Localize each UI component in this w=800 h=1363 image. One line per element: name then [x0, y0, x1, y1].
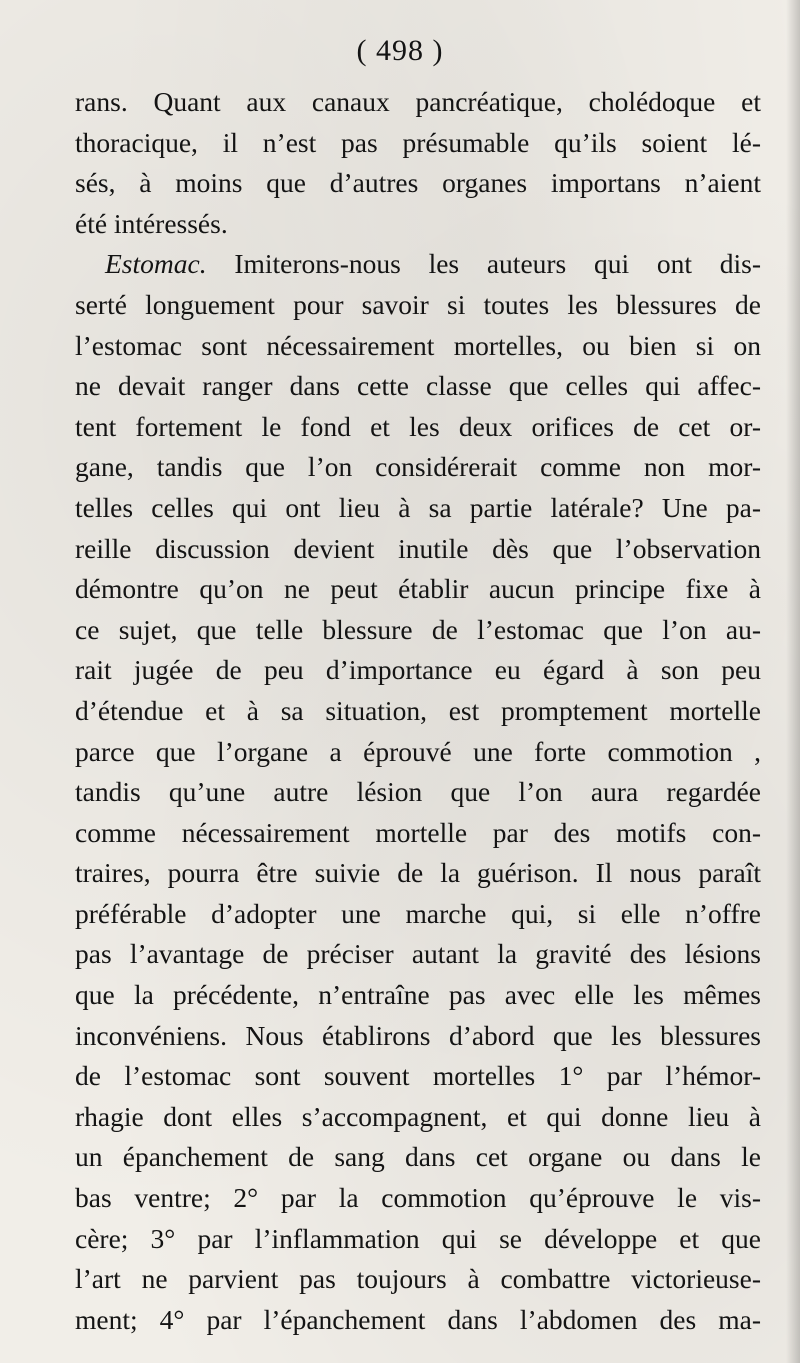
text-line: été intéressés. [75, 207, 228, 239]
text-line: parce que l’organe a éprouvé une forte commotion , [75, 735, 761, 767]
text-line-rest: Imiterons-nous les auteurs qui ont dis- [234, 248, 761, 280]
text-line: traires, pourra être suivie de la guérison. Il nous paraît [75, 857, 761, 889]
text-line: sés, à moins que d’autres organes importans n’aient [75, 167, 761, 199]
text-line: comme nécessairement mortelle par des motifs con- [75, 816, 761, 848]
text-line: que la précédente, n’entraîne pas avec elle les mêmes [75, 979, 761, 1011]
text-line: thoracique, il n’est pas présumable qu’ils soient lé- [75, 126, 761, 158]
text-line: rhagie dont elles s’accompagnent, et qui donne lieu à [75, 1100, 761, 1132]
text-line: tandis qu’une autre lésion que l’on aura regardée [75, 776, 761, 808]
text-line: reille discussion devient inutile dès que l’observation [75, 532, 761, 564]
text-line: un épanchement de sang dans cet organe ou dans le [75, 1141, 761, 1173]
text-line: gane, tandis que l’on considérerait comme non mor- [75, 451, 761, 483]
paragraph-start-line [75, 244, 761, 285]
text-line: ne devait ranger dans cette classe que celles qui affec- [75, 370, 761, 402]
text-line: l’art ne parvient pas toujours à combattre victorieuse- [75, 1263, 761, 1295]
text-line: telles celles qui ont lieu à sa partie latérale? Une pa- [75, 491, 761, 523]
body-text [75, 82, 761, 1340]
text-line: l’estomac sont nécessairement mortelles, ou bien si on [75, 329, 761, 361]
text-line: inconvéniens. Nous établirons d’abord que les blessures [75, 1019, 761, 1051]
text-line: ment; 4° par l’épanchement dans l’abdomen des ma- [75, 1303, 761, 1335]
text-line: ce sujet, que telle blessure de l’estomac que l’on au- [75, 613, 761, 645]
text-line: tent fortement le fond et les deux orifices de cet or- [75, 410, 761, 442]
section-heading: Estomac. [105, 248, 207, 280]
page-number: ( 498 ) [356, 34, 444, 67]
text-line: rait jugée de peu d’importance eu égard à son peu [75, 654, 761, 686]
text-line: bas ventre; 2° par la commotion qu’éprouve le vis- [75, 1182, 761, 1214]
text-line: préférable d’adopter une marche qui, si elle n’offre [75, 897, 761, 929]
text-line: d’étendue et à sa situation, est promptement mortelle [75, 694, 761, 726]
text-line: rans. Quant aux canaux pancréatique, cholédoque et [75, 86, 761, 117]
text-line: cère; 3° par l’inflammation qui se développe et que [75, 1222, 761, 1254]
text-line: serté longuement pour savoir si toutes les blessures de [75, 288, 761, 320]
text-line: pas l’avantage de préciser autant la gravité des lésions [75, 938, 761, 970]
text-line: de l’estomac sont souvent mortelles 1° par l’hémor- [75, 1060, 761, 1092]
text-line: démontre qu’on ne peut établir aucun principe fixe à [75, 573, 761, 605]
page-edge-shadow [786, 0, 800, 1363]
